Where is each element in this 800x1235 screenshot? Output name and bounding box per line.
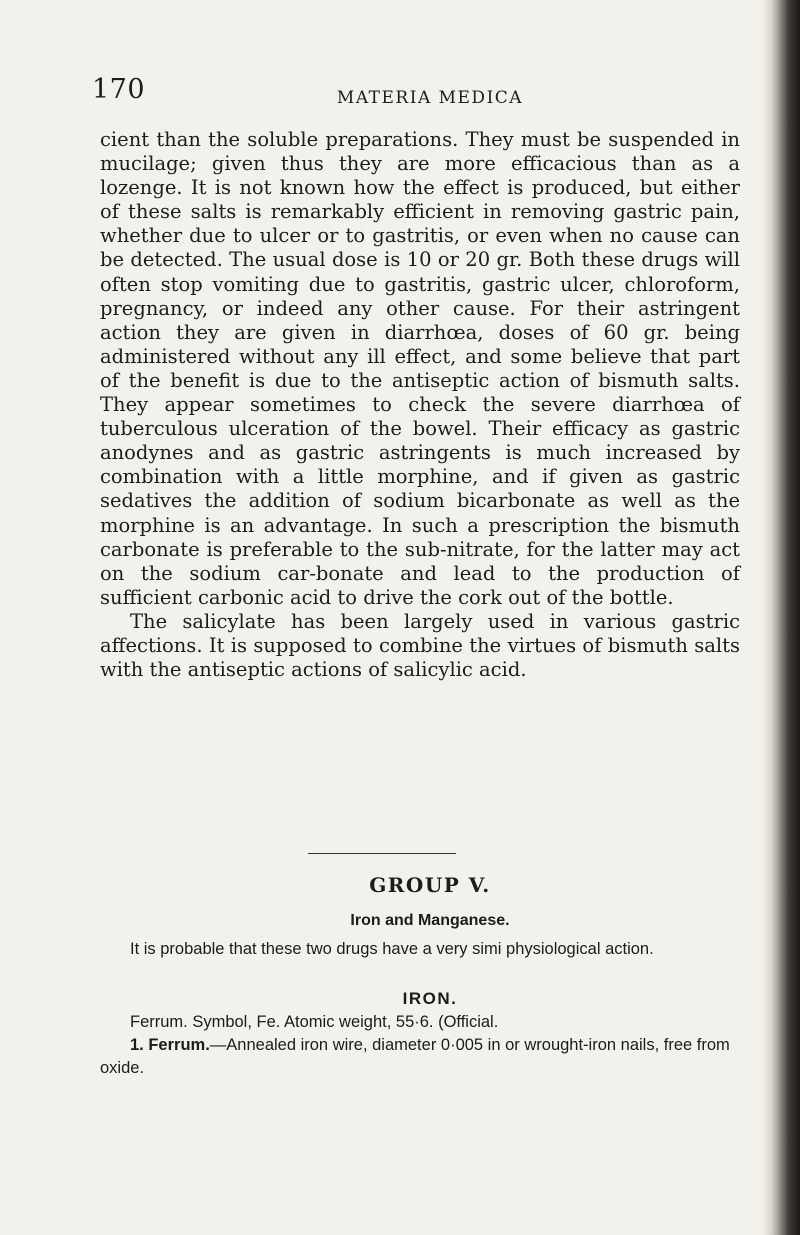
body-text	[100, 128, 740, 682]
ferrum-item-label: 1. Ferrum.	[130, 1036, 210, 1054]
ferrum-entry	[100, 1011, 740, 1080]
book-spine-shadow	[762, 0, 800, 1235]
paragraph: cient than the soluble preparations. They must be suspended in mucilage; given thus they are more efficacious than as a lozenge. It is not known how the effect is produced, but either of these salts is remarkably efficient in removing gastric pain, whether due to ulcer or to gastritis, or even when no cause can be detected. The usual dose is 10 or 20 gr. Both these drugs will often stop vomiting due to gastritis, gastric ulcer, chloroform, pregnancy, or indeed any other cause. For their astringent action they are given in diarrhœa, doses of 60 gr. being administered without any ill effect, and some believe that part of the benefit is due to the antiseptic action of bismuth salts. They appear sometimes to check the severe diarrhœa of tuberculous ulceration of the bowel. Their efficacy as gastric anodynes and as gastric astringents is much increased by combination with a little morphine, and if given as gastric sedatives the addition of sodium bicarbonate as well as the morphine is an advantage. In such a prescription the bismuth carbonate is preferable to the sub-nitrate, for the latter may act on the sodium car-bonate and lead to the production of sufficient carbonic acid to drive the cork out of the bottle.	[100, 128, 740, 609]
paragraph: It is probable that these two drugs have a very simi physiological action.	[130, 940, 654, 958]
group-heading: GROUP V.	[369, 873, 491, 897]
group-subheading	[0, 912, 800, 930]
ferrum-line: Ferrum. Symbol, Fe. Atomic weight, 55·6. (Official.	[130, 1013, 499, 1031]
ferrum-item	[100, 1034, 740, 1080]
section-heading: IRON.	[402, 989, 458, 1008]
paragraph: The salicylate has been largely used in various gastric affections. It is supposed to combine the virtues of bismuth salts with the antiseptic actions of salicylic acid.	[100, 609, 740, 682]
section-divider	[308, 853, 456, 854]
page-number: 170	[92, 74, 146, 105]
group-subheading-text: Iron and Manganese.	[350, 912, 510, 929]
group-intro	[100, 938, 740, 961]
ferrum-item-text: —Annealed iron wire, diameter 0·005 in or wrought-iron nails, free from oxide.	[100, 1036, 730, 1077]
running-title: MATERIA MEDICA	[336, 88, 524, 108]
